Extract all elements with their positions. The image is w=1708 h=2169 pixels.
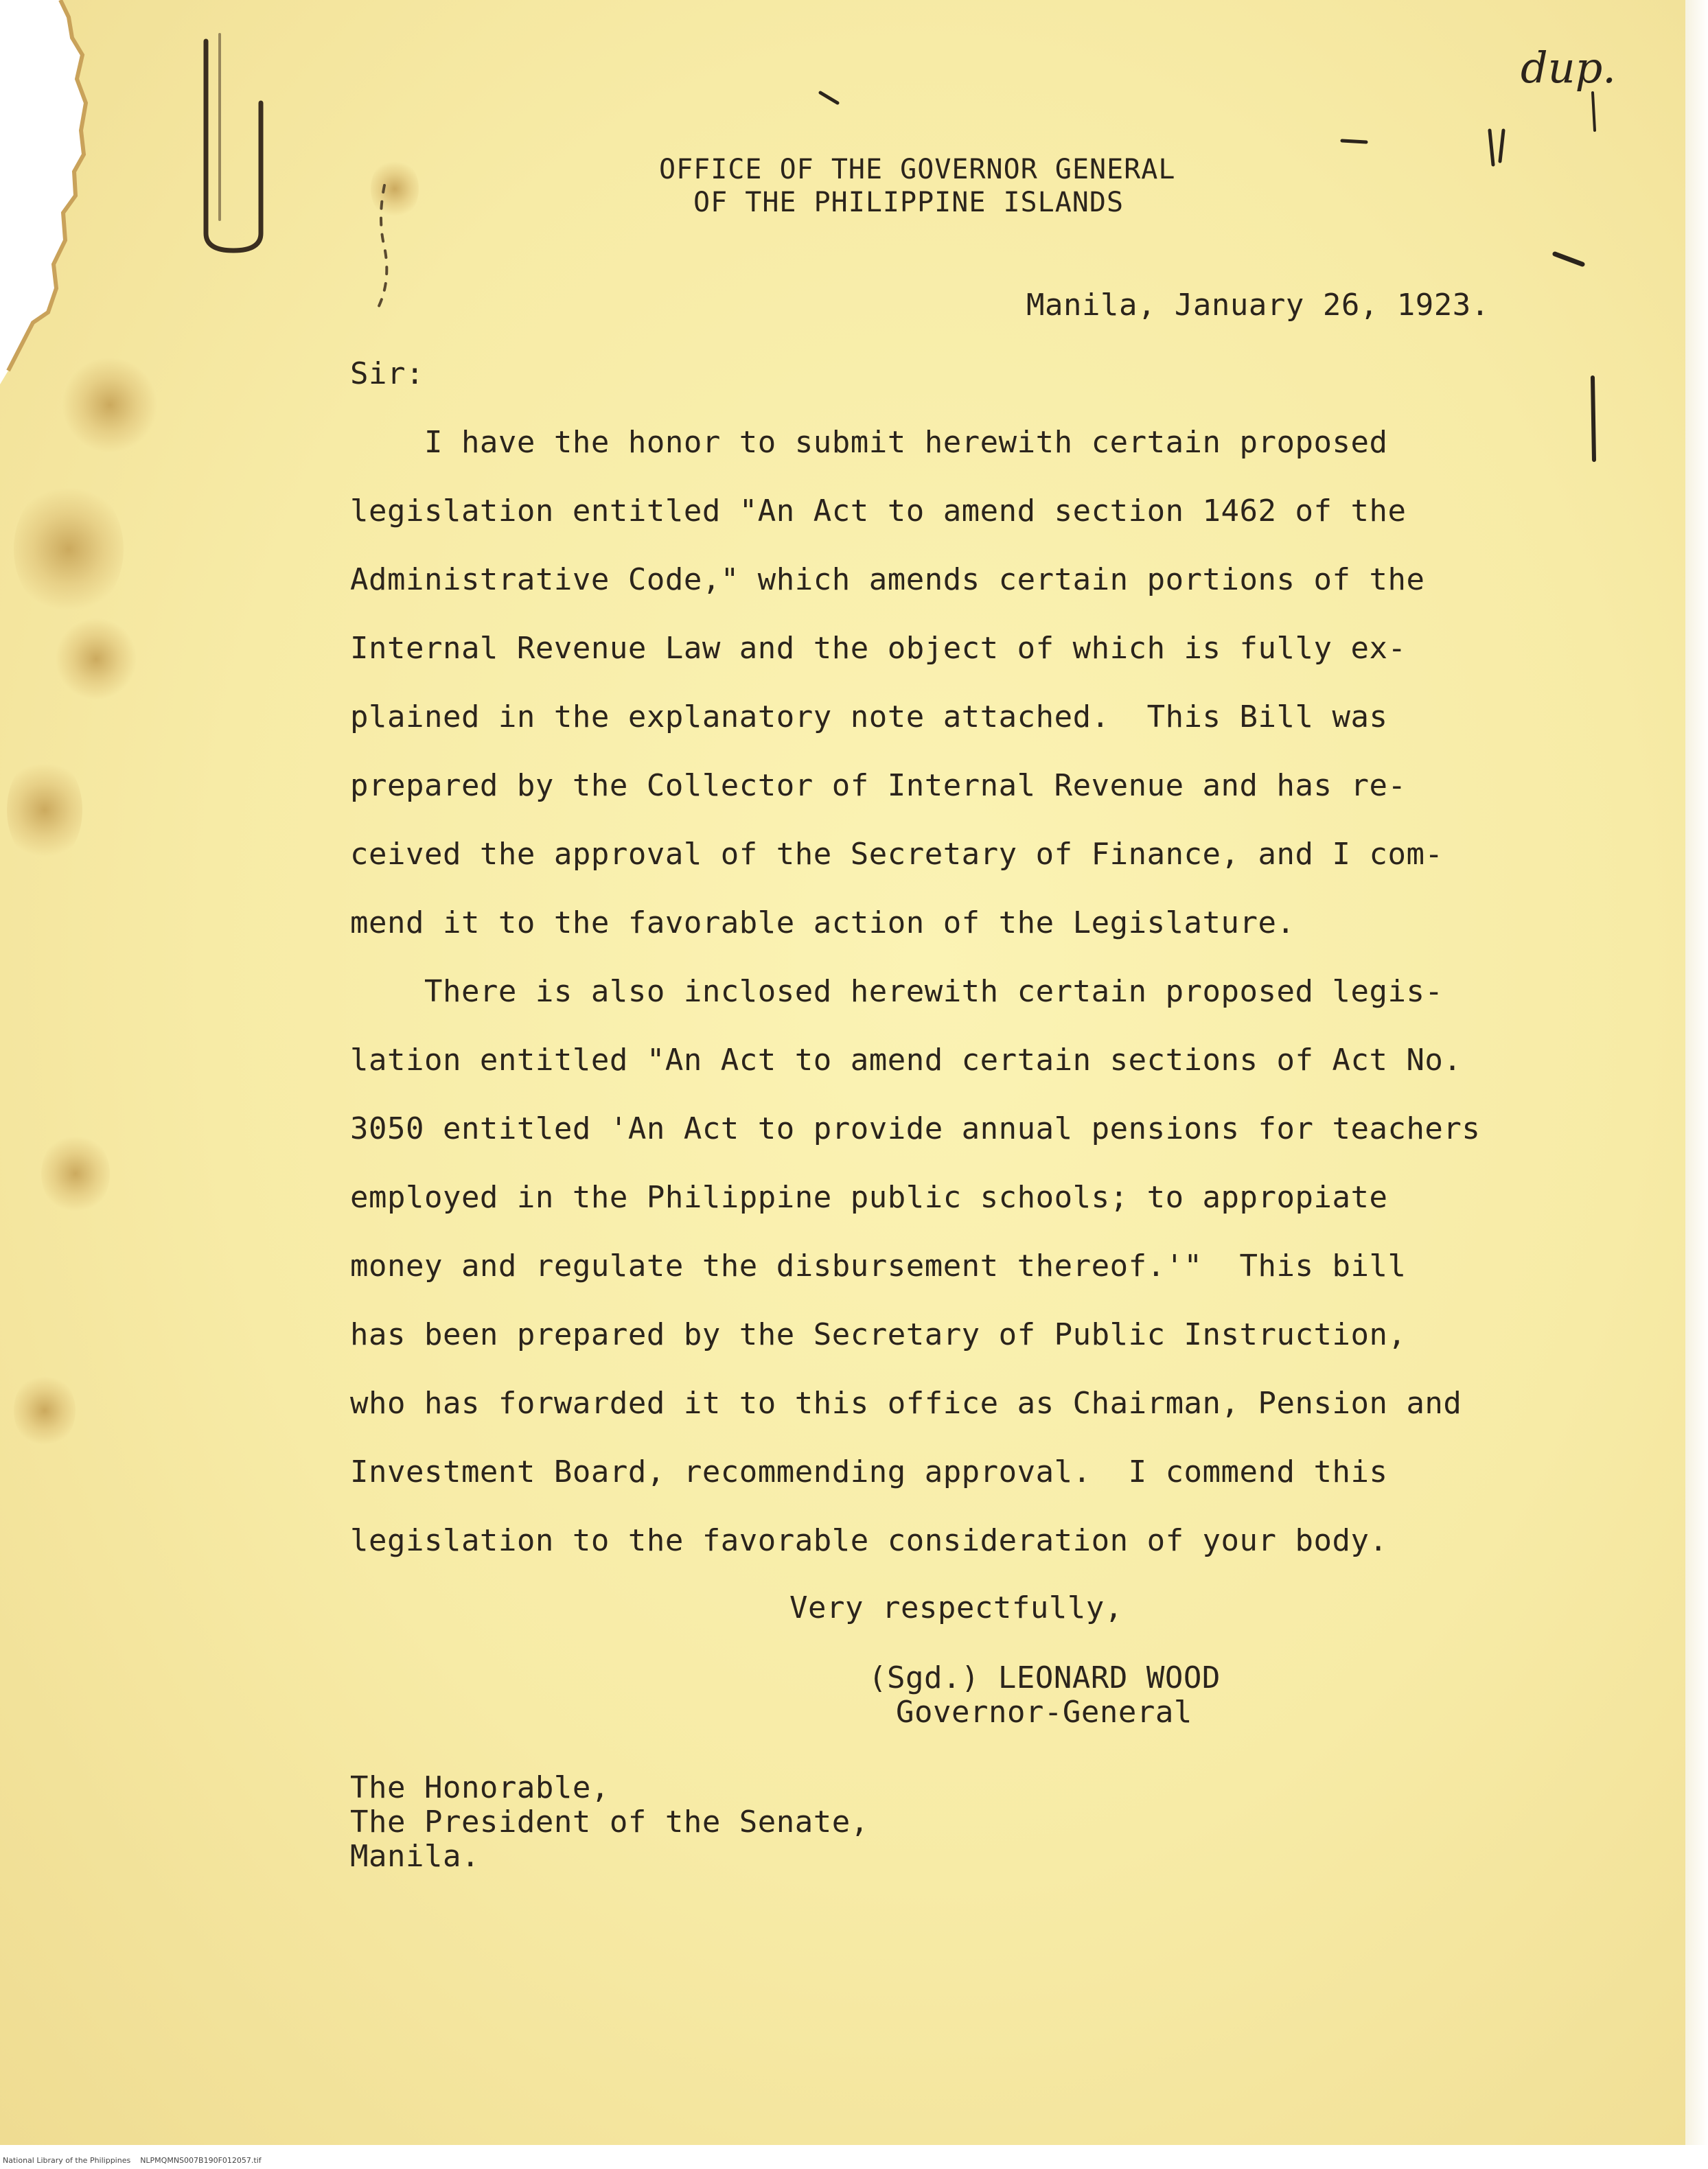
ink-mark [1339,134,1373,148]
paragraph-line: who has forwarded it to this office as Chairman, Pension and [350,1386,1462,1421]
paragraph-line: Investment Board, recommending approval. I commend this [350,1454,1388,1489]
paragraph-line: has been prepared by the Secretary of Public Instruction, [350,1317,1407,1352]
age-stain [7,755,82,865]
age-stain [62,357,158,453]
paragraph-line: legislation entitled "An Act to amend section 1462 of the [350,494,1407,529]
paragraph-line: plained in the explanatory note attached. This Bill was [350,699,1388,734]
dateline: Manila, January 26, 1923. [1026,288,1490,323]
paragraph-line: employed in the Philippine public schools; to appropiate [350,1180,1388,1215]
paragraph-line: I have the honor to submit herewith certain proposed [350,425,1388,460]
paragraph-line: Administrative Code," which amends certain portions of the [350,562,1425,597]
paper-clip-mark [192,27,288,254]
signature-name: (Sgd.) LEONARD WOOD [868,1660,1221,1695]
paragraph-line: lation entitled "An Act to amend certain sections of Act No. [350,1043,1462,1078]
ink-mark [1579,371,1606,467]
handwritten-annotation [1514,27,1651,137]
paragraph-line: 3050 entitled 'An Act to provide annual pensions for teachers [350,1111,1481,1146]
age-stain [14,1373,76,1448]
paper-clip-mark [364,178,419,316]
paragraph-line: mend it to the favorable action of the Legislature. [350,905,1295,940]
age-stain [14,480,124,618]
scan-footer-label: National Library of the Philippines NLPMQMNS007B190F012057.tif [3,2156,262,2165]
addressee-line: The Honorable, [350,1770,610,1805]
letterhead-line-2: OF THE PHILIPPINE ISLANDS [693,187,1124,218]
closing: Very respectfully, [789,1590,1123,1625]
paragraph-line: money and regulate the disbursement thereof.'" This bill [350,1249,1407,1284]
torn-corner [0,0,89,384]
handwritten-annotation-text: dup. [1521,43,1617,93]
paragraph-line: Internal Revenue Law and the object of which is fully ex- [350,631,1407,666]
age-stain [55,618,137,700]
ink-mark [817,89,844,110]
scan-edge [1685,0,1708,2145]
ink-mark [1551,247,1593,275]
letterhead-line-1: OFFICE OF THE GOVERNOR GENERAL [659,154,1176,185]
addressee-line: Manila. [350,1839,480,1874]
addressee-line: The President of the Senate, [350,1805,869,1840]
paragraph-line: legislation to the favorable consideration of your body. [350,1523,1388,1558]
age-stain [41,1133,110,1215]
salutation: Sir: [350,356,424,391]
paragraph-line: ceived the approval of the Secretary of Finance, and I com- [350,837,1444,872]
paragraph-line: There is also inclosed herewith certain proposed legis- [350,974,1444,1009]
signature-title: Governor-General [896,1695,1192,1730]
paragraph-line: prepared by the Collector of Internal Revenue and has re- [350,768,1407,803]
